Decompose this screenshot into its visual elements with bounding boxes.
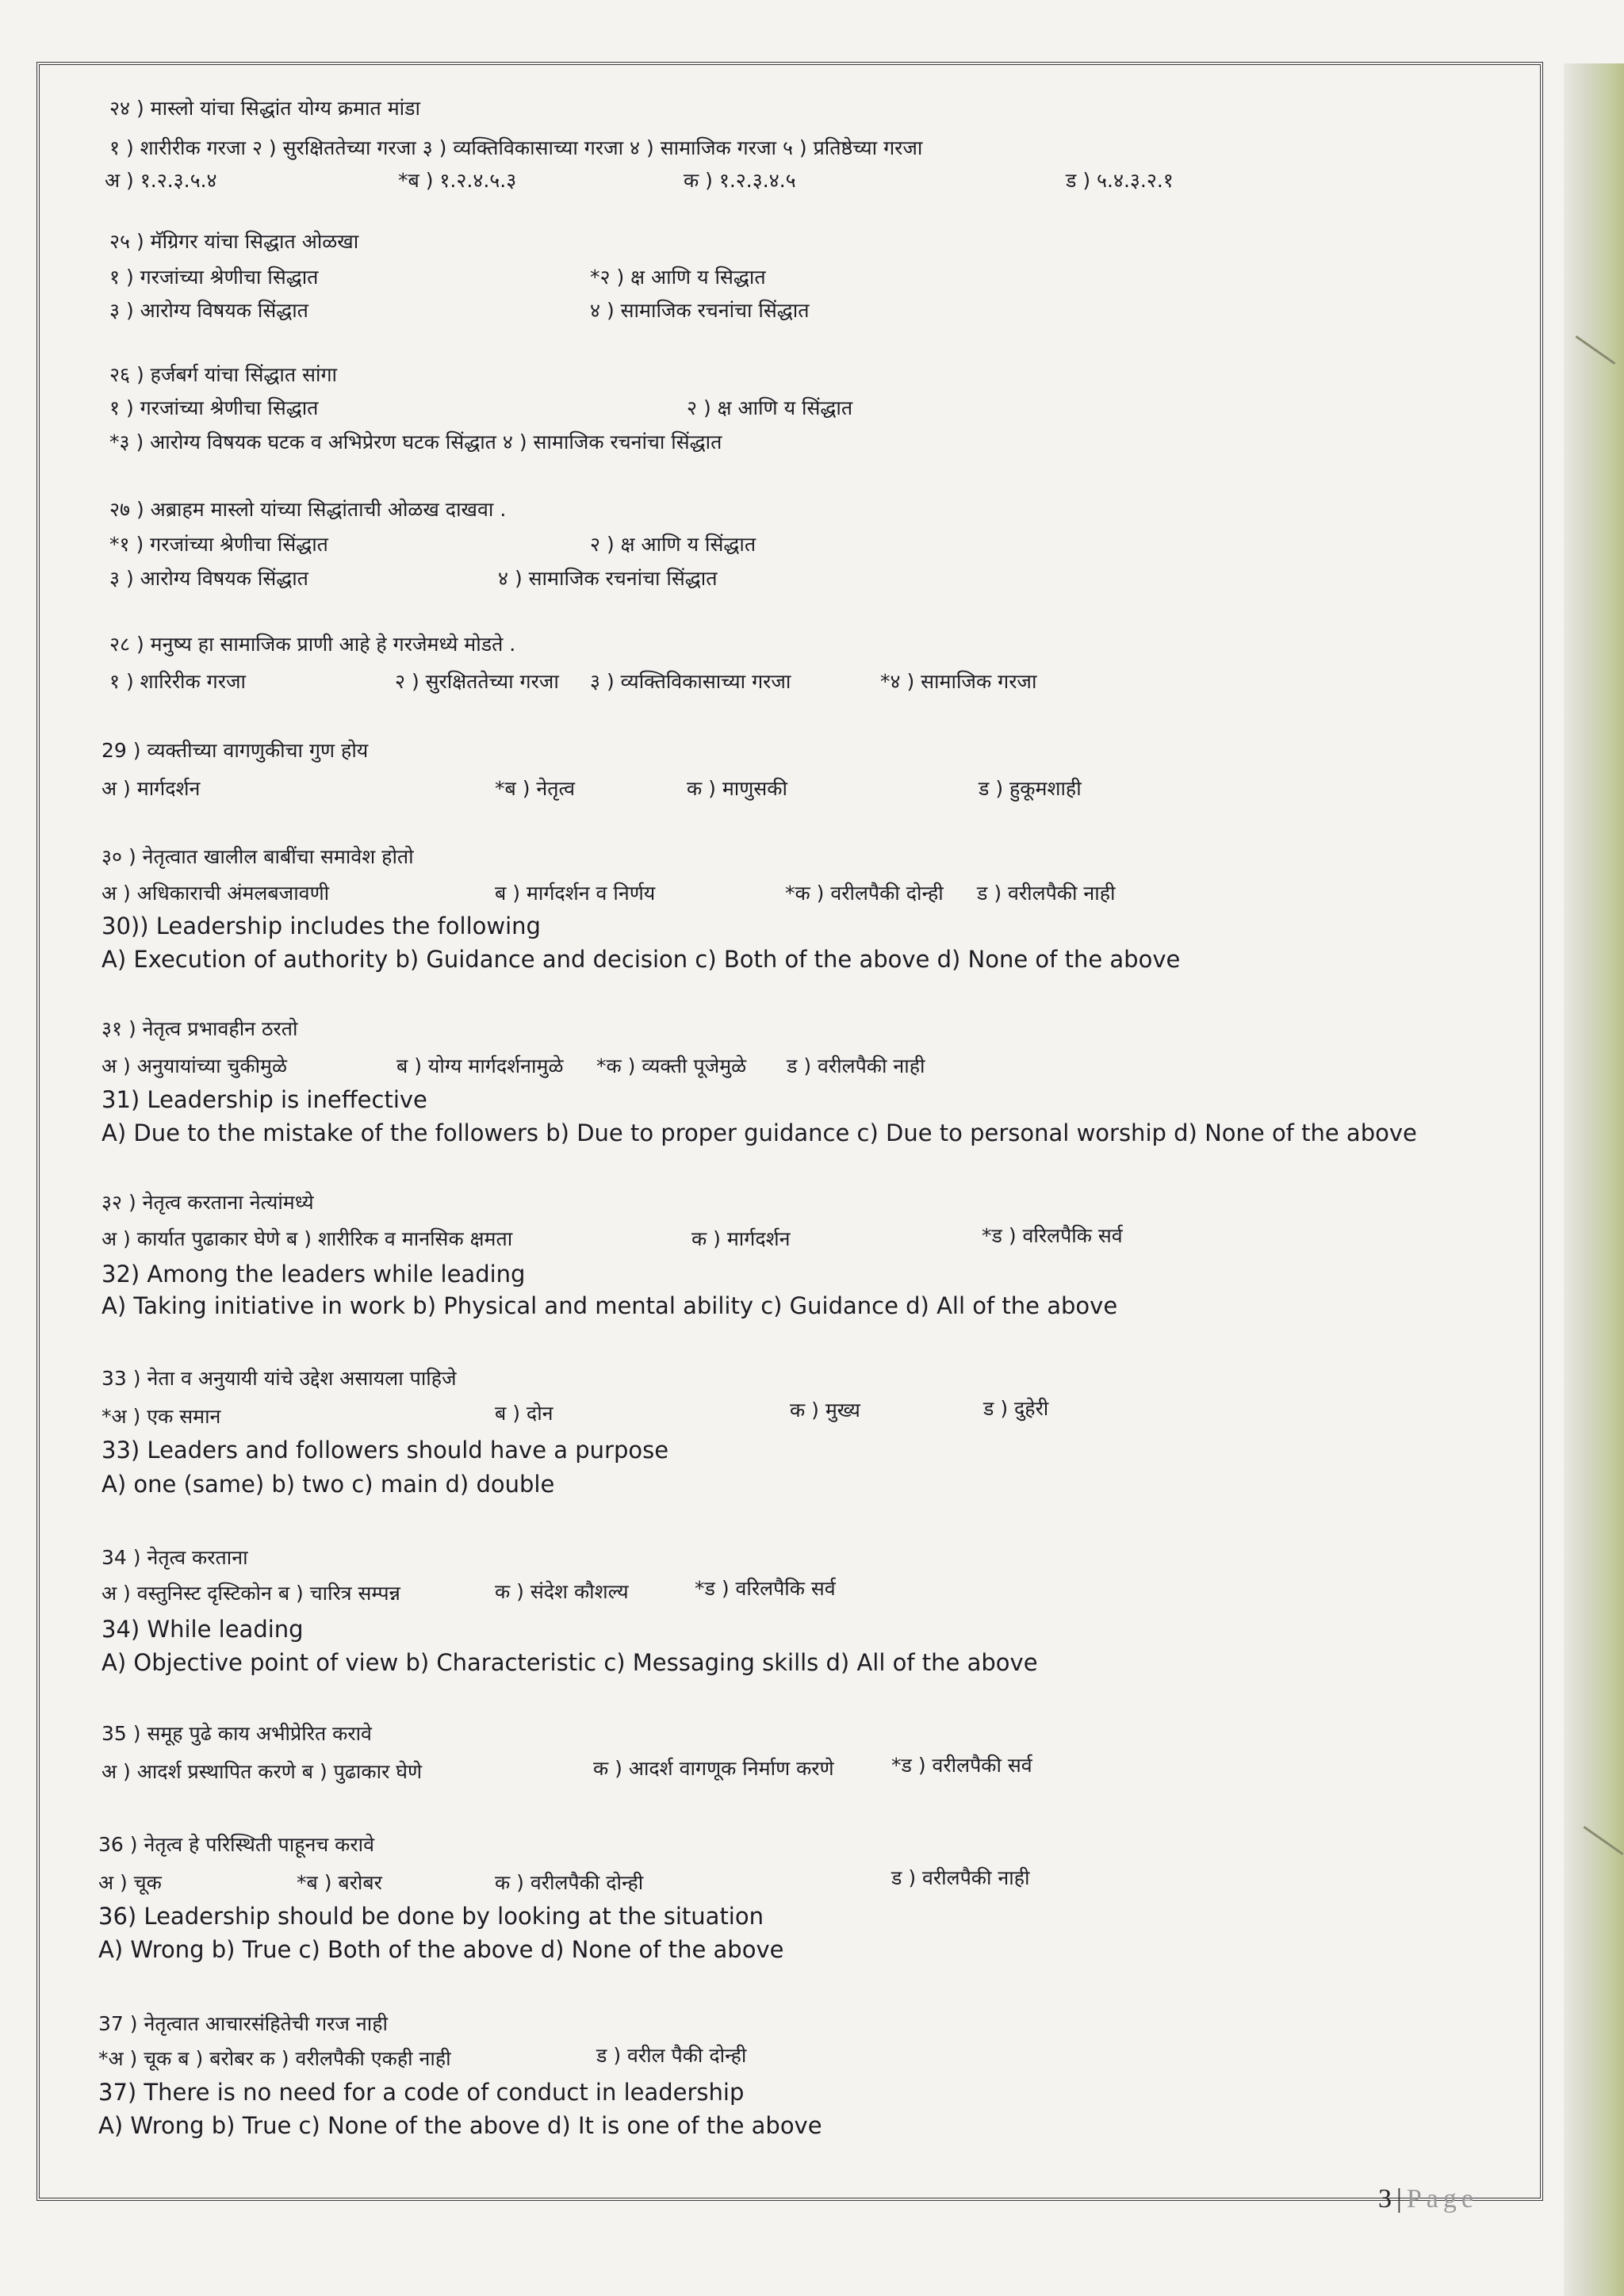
option-2: २ ) क्ष आणि य सिंद्धात [687,396,853,419]
page-number-footer [1378,2184,1478,2214]
option-c: क ) मुख्य [790,1399,860,1422]
option-b: *ब ) नेतृत्व [495,777,576,800]
option-4: ४ ) सामाजिक रचनांचा सिंद्धात [590,299,810,322]
question-text: २८ ) मनुष्य हा सामाजिक प्राणी आहे हे गरजेमध्ये मोडते . [109,633,516,656]
question-text: 36 ) नेतृत्व हे परिस्थिती पाहूनच करावे [98,1833,374,1856]
question-text: ३१ ) नेतृत्व प्रभावहीन ठरतो [102,1017,298,1040]
option-3-4: *३ ) आरोग्य विषयक घटक व अभिप्रेरण घटक सिंद्धात ४ ) सामाजिक रचनांचा सिंद्धात [109,430,722,453]
option-a: अ ) अनुयायांच्या चुकीमुळे [102,1054,287,1077]
english-question: 34) While leading [102,1616,304,1643]
option-1: १ ) गरजांच्या श्रेणीचा सिद्धात [109,266,319,289]
scan-edge-shadow [1564,63,1624,2296]
english-options: A) one (same) b) two c) main d) double [102,1471,555,1498]
english-options: A) Taking initiative in work b) Physical and mental ability c) Guidance d) All of the above [102,1292,1118,1319]
option-c: क ) १.२.३.४.५ [684,169,796,192]
option-d: ड ) वरील पैकी दोन्ही [596,2044,747,2067]
option-c: *क ) व्यक्ती पूजेमुळे [596,1054,747,1077]
option-2: *२ ) क्ष आणि य सिद्धात [590,266,766,289]
english-options: A) Wrong b) True c) None of the above d) It is one of the above [98,2112,822,2139]
option-a: अ ) १.२.३.५.४ [105,169,217,192]
option-d: ड ) ५.४.३.२.१ [1066,169,1174,192]
english-question: 37) There is no need for a code of conduct in leadership [98,2079,745,2106]
page-separator: | [1396,2184,1402,2214]
option-a-b: अ ) वस्तुनिस्ट दृस्टिकोन ब ) चारित्र सम्पन्न [102,1582,400,1605]
option-a: अ ) अधिकाराची अंमलबजावणी [102,882,330,905]
option-c: क ) आदर्श वागणूक निर्माण करणे [593,1757,834,1780]
english-question: 32) Among the leaders while leading [102,1261,526,1288]
option-3: ३ ) व्यक्तिविकासाच्या गरजा [590,670,791,693]
option-c: *क ) वरीलपैकी दोन्ही [785,882,944,905]
option-d: *ड ) वरिलपैकि सर्व [695,1577,836,1600]
option-d: ड ) वरीलपैकी नाही [977,882,1116,905]
option-a: *अ ) एक समान [102,1405,221,1428]
option-b: *ब ) १.२.४.५.३ [398,169,517,192]
english-question: 36) Leadership should be done by looking at the situation [98,1903,764,1930]
option-3: ३ ) आरोग्य विषयक सिंद्धात [109,299,308,322]
english-question: 31) Leadership is ineffective [102,1086,427,1113]
question-text: ३० ) नेतृत्वात खालील बाबींचा समावेश होतो [102,845,414,868]
option-2: २ ) सुरक्षिततेच्या गरजा [395,670,559,693]
option-4: ४ ) सामाजिक रचनांचा सिंद्धात [498,567,718,590]
option-d: *ड ) वरीलपैकी सर्व [891,1754,1032,1777]
english-question: 33) Leaders and followers should have a purpose [102,1437,669,1464]
question-text: 37 ) नेतृत्वात आचारसंहितेची गरज नाही [98,2012,388,2035]
question-text: २५ ) मॅग्रिगर यांचा सिद्धात ओळखा [109,230,359,253]
english-options: A) Wrong b) True c) Both of the above d) None of the above [98,1936,784,1963]
option-b: *ब ) बरोबर [297,1871,382,1894]
option-c: क ) वरीलपैकी दोन्ही [495,1871,644,1894]
question-text: 35 ) समूह पुढे काय अभीप्रेरित करावे [102,1722,372,1745]
option-a-b-c: *अ ) चूक ब ) बरोबर क ) वरीलपैकी एकही नाही [98,2047,451,2070]
option-d: ड ) वरीलपैकी नाही [891,1866,1030,1889]
question-text: २६ ) हर्जबर्ग यांचा सिंद्धात सांगा [109,363,337,386]
option-a: अ ) चूक [98,1871,162,1894]
option-c: क ) मार्गदर्शन [691,1227,791,1250]
option-d: ड ) दुहेरी [983,1397,1049,1420]
option-b: ब ) योग्य मार्गदर्शनामुळे [396,1054,564,1077]
option-d: ड ) हुकूमशाही [979,777,1082,800]
option-3: ३ ) आरोग्य विषयक सिंद्धात [109,567,308,590]
option-1: १ ) शारिरीक गरजा [109,670,246,693]
option-d: ड ) वरीलपैकी नाही [787,1054,925,1077]
option-a-b: अ ) कार्यात पुढाकार घेणे ब ) शारीरिक व मानसिक क्षमता [102,1227,513,1250]
english-question: 30)) Leadership includes the following [102,913,541,939]
option-d: *ड ) वरिलपैकि सर्व [982,1224,1123,1247]
english-options: A) Due to the mistake of the followers b) Due to proper guidance c) Due to personal worship d) None of the above [102,1119,1417,1146]
english-options: A) Objective point of view b) Characteristic c) Messaging skills d) All of the above [102,1649,1038,1676]
question-text: 33 ) नेता व अनुयायी यांचे उद्देश असायला पाहिजे [102,1367,457,1390]
option-b: ब ) मार्गदर्शन व निर्णय [495,882,656,905]
english-options: A) Execution of authority b) Guidance and decision c) Both of the above d) None of the above [102,946,1181,973]
option-c: क ) माणुसकी [687,777,787,800]
question-text: २७ ) अब्राहम मास्लो यांच्या सिद्धांताची ओळख दाखवा . [109,498,507,521]
option-1: १ ) गरजांच्या श्रेणीचा सिद्धात [109,396,319,419]
page-number: 3 [1378,2184,1392,2214]
question-text: 29 ) व्यक्तीच्या वागणुकीचा गुण होय [102,739,369,762]
option-4: *४ ) सामाजिक गरजा [880,670,1037,693]
question-text: २४ ) मास्लो यांचा सिद्धांत योग्य क्रमात मांडा [109,97,421,120]
option-line: १ ) शारीरीक गरजा २ ) सुरक्षिततेच्या गरजा ३ ) व्यक्तिविकासाच्या गरजा ४ ) सामाजिक गरजा ५ ) प्रतिष्ठेच्या गरजा [109,136,923,159]
question-text: 34 ) नेतृत्व करताना [102,1546,248,1569]
page-label: Page [1406,2184,1478,2214]
question-text: ३२ ) नेतृत्व करताना नेत्यांमध्ये [102,1191,314,1214]
option-c: क ) संदेश कौशल्य [495,1580,629,1603]
option-b: ब ) दोन [495,1402,553,1425]
option-a: अ ) मार्गदर्शन [102,777,201,800]
option-a-b: अ ) आदर्श प्रस्थापित करणे ब ) पुढाकार घेणे [102,1760,423,1783]
option-2: २ ) क्ष आणि य सिंद्धात [590,533,756,556]
option-1: *१ ) गरजांच्या श्रेणीचा सिंद्धात [109,533,328,556]
